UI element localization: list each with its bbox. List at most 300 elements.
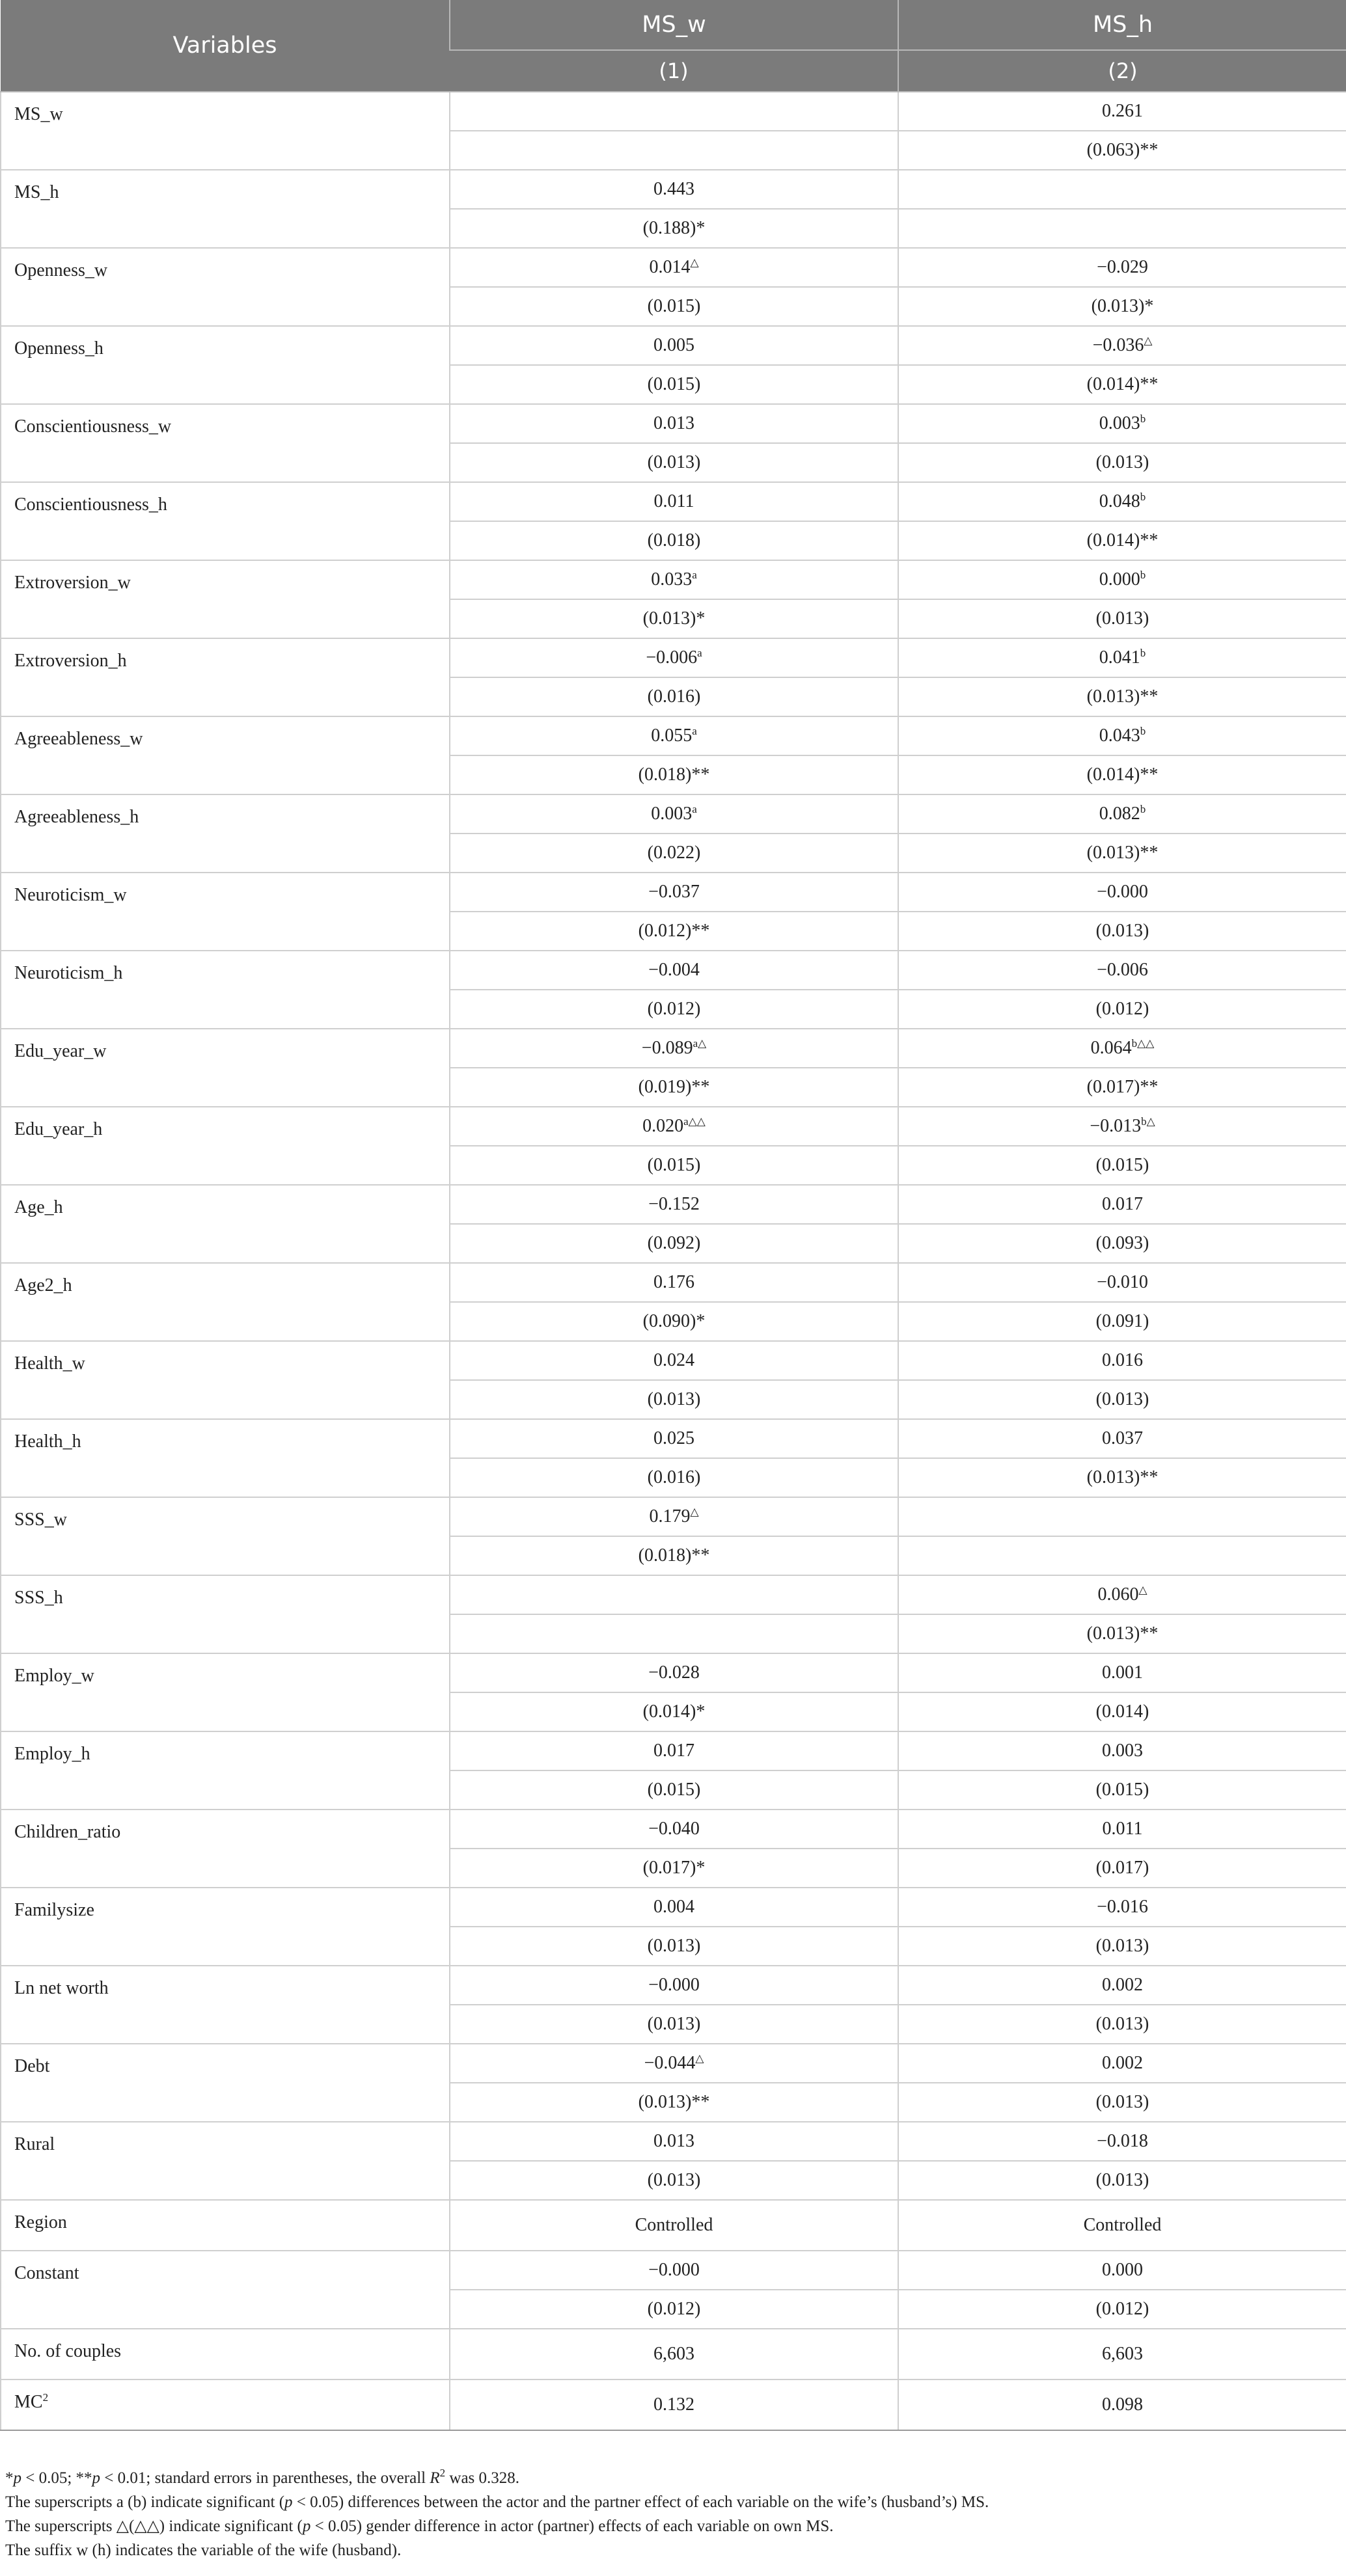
se-ms-h (898, 131, 1346, 170)
table-row (1, 1341, 1346, 1380)
variable-label: MS_h (1, 170, 450, 248)
coef-ms-w (450, 1731, 898, 1770)
se-ms-w-value: (0.018) (647, 530, 701, 550)
coef-ms-w-value: 0.014 (649, 257, 691, 277)
variable-label (1, 2379, 450, 2430)
variable-label: Openness_h (1, 326, 450, 404)
se-ms-w-value: (0.013)** (638, 2092, 710, 2112)
se-ms-w (450, 1849, 898, 1888)
coef-ms-h (898, 1185, 1346, 1224)
se-ms-h-value: (0.013) (1095, 608, 1149, 629)
coef-ms-h (898, 1263, 1346, 1302)
table-row (1, 951, 1346, 990)
se-ms-h-value: (0.093) (1095, 1233, 1149, 1253)
couples-ms-w-value: 6,603 (653, 2344, 694, 2364)
se-ms-h (898, 287, 1346, 326)
table-row (1, 1966, 1346, 2005)
se-ms-w (450, 2083, 898, 2122)
se-ms-h (898, 834, 1346, 873)
couples-ms-w (450, 2329, 898, 2379)
coef-ms-w-superscript: a (697, 647, 702, 659)
se-ms-w (450, 1380, 898, 1419)
table-row-constant (1, 2251, 1346, 2290)
table-row (1, 1263, 1346, 1302)
se-ms-h (898, 990, 1346, 1029)
coef-ms-w (450, 92, 898, 131)
se-ms-w-value: (0.015) (647, 374, 701, 394)
coef-ms-w (450, 1341, 898, 1380)
se-ms-w (450, 1458, 898, 1497)
se-ms-h-value: (0.017)** (1086, 1077, 1159, 1097)
coef-ms-h (898, 170, 1346, 209)
coef-ms-h-value: 0.041 (1099, 647, 1140, 668)
se-ms-w-value: (0.016) (647, 1467, 701, 1487)
coef-ms-h-superscript: △ (1144, 334, 1153, 347)
coef-ms-h-value: 0.037 (1102, 1428, 1143, 1448)
coef-ms-h-value: 0.002 (1102, 2053, 1143, 2073)
variable-label: Agreeableness_h (1, 794, 450, 873)
coef-ms-w (450, 170, 898, 209)
se-ms-w-value: (0.092) (647, 1233, 701, 1253)
se-ms-h-value: (0.013)** (1086, 686, 1159, 707)
se-ms-w (450, 287, 898, 326)
se-ms-w (450, 209, 898, 248)
variable-label: Rural (1, 2122, 450, 2200)
se-ms-w (450, 1770, 898, 1810)
se-ms-h-value: (0.013) (1095, 2170, 1149, 2190)
coef-ms-h-value: −0.006 (1097, 960, 1148, 980)
variable-label: Conscientiousness_h (1, 482, 450, 560)
table-row-couples (1, 2329, 1346, 2379)
coef-ms-h (898, 1497, 1346, 1536)
se-ms-w-value: (0.015) (647, 296, 701, 316)
se-ms-w-value: (0.018)** (638, 765, 710, 785)
coef-ms-w-value: −0.000 (648, 1975, 700, 1995)
se-ms-w (450, 521, 898, 560)
se-ms-h (898, 599, 1346, 638)
se-ms-h (898, 677, 1346, 716)
se-ms-w (450, 912, 898, 951)
se-ms-h-value: (0.013)** (1086, 1467, 1159, 1487)
se-ms-w (450, 1302, 898, 1341)
variable-label: Extroversion_h (1, 638, 450, 716)
constant-ms-h (898, 2251, 1346, 2290)
se-ms-h-value: (0.091) (1095, 1311, 1149, 1331)
se-ms-w (450, 990, 898, 1029)
coef-ms-w (450, 1888, 898, 1927)
couples-ms-h-value: 6,603 (1102, 2344, 1143, 2364)
coef-ms-h-superscript: b (1140, 491, 1146, 503)
se-ms-w-value: (0.019)** (638, 1077, 710, 1097)
coef-ms-h (898, 638, 1346, 677)
se-ms-h (898, 2161, 1346, 2200)
coef-ms-w-value: 0.025 (653, 1428, 694, 1448)
table-row (1, 404, 1346, 443)
coef-ms-w-value: 0.020 (642, 1116, 684, 1136)
se-ms-h (898, 1380, 1346, 1419)
coef-ms-w-superscript: a△ (693, 1037, 707, 1050)
coef-ms-w-value: −0.089 (641, 1038, 693, 1058)
mc2-ms-h-value: 0.098 (1102, 2394, 1143, 2415)
variable-label: Region (1, 2200, 450, 2251)
coef-ms-h (898, 2122, 1346, 2161)
coef-ms-w (450, 1185, 898, 1224)
se-ms-h-value: (0.013)** (1086, 843, 1159, 863)
note-significance: *p < 0.05; **p < 0.01; standard errors in parentheses, the overall $R^2$ was 0.328. (5, 2467, 520, 2487)
region-ms-w (450, 2200, 898, 2251)
se-ms-h (898, 443, 1346, 482)
coef-ms-h-superscript: b△ (1141, 1115, 1155, 1128)
table-row (1, 2044, 1346, 2083)
coef-ms-h-value: −0.000 (1097, 882, 1148, 902)
coef-ms-h-value: 0.082 (1099, 804, 1140, 824)
coef-ms-w-value: −0.006 (646, 647, 698, 668)
se-ms-h-value: (0.013)** (1086, 1623, 1159, 1644)
coef-ms-w-superscript: a (692, 803, 697, 815)
variable-label: Edu_year_h (1, 1107, 450, 1185)
coef-ms-h (898, 794, 1346, 834)
coef-ms-w-value: 0.017 (653, 1741, 694, 1761)
variable-label: Neuroticism_h (1, 951, 450, 1029)
se-ms-h-value: (0.013)* (1091, 296, 1154, 316)
se-ms-w-value: (0.022) (647, 843, 701, 863)
coef-ms-w (450, 1419, 898, 1458)
coef-ms-w-superscript: a△△ (683, 1115, 706, 1128)
coef-ms-h-value: 0.003 (1102, 1741, 1143, 1761)
region-ms-h-value: Controlled (1083, 2215, 1162, 2235)
coef-ms-h (898, 1107, 1346, 1146)
variable-label: Employ_w (1, 1653, 450, 1731)
coef-ms-h-value: 0.016 (1102, 1350, 1143, 1370)
coef-ms-h-value: −0.036 (1092, 335, 1144, 355)
coef-ms-h (898, 1341, 1346, 1380)
se-ms-w-value: (0.013) (647, 2014, 701, 2034)
table-row-region (1, 2200, 1346, 2251)
se-ms-h (898, 912, 1346, 951)
se-ms-h-value: (0.015) (1095, 1155, 1149, 1175)
coef-ms-h-value: 0.048 (1099, 491, 1140, 511)
coef-ms-h-value: −0.018 (1097, 2131, 1148, 2151)
se-ms-w (450, 443, 898, 482)
note-superscript-triangle: The superscripts △(△△) indicate significant (p < 0.05) gender difference in actor (partner) effects of each variable on own MS. (5, 2517, 834, 2535)
table-row (1, 716, 1346, 755)
table-row (1, 1107, 1346, 1146)
coef-ms-w (450, 638, 898, 677)
table-row (1, 638, 1346, 677)
coef-ms-w-value: −0.044 (644, 2053, 696, 2073)
coef-ms-h-value: 0.017 (1102, 1194, 1143, 1214)
coef-ms-w-superscript: △ (695, 2052, 704, 2065)
se-ms-h-value: (0.013) (1095, 2014, 1149, 2034)
constant-ms-h-value: 0.000 (1102, 2260, 1143, 2280)
table-row (1, 482, 1346, 521)
coef-ms-w (450, 1107, 898, 1146)
coef-ms-w (450, 2122, 898, 2161)
se-ms-w (450, 1068, 898, 1107)
se-ms-w-value: (0.090)* (642, 1311, 706, 1331)
se-ms-h (898, 1927, 1346, 1966)
coef-ms-h (898, 951, 1346, 990)
coef-ms-h-value: 0.043 (1099, 725, 1140, 746)
mc-label: MC (14, 2392, 43, 2412)
se-ms-w-value: (0.012)** (638, 921, 710, 941)
se-ms-w-value: (0.018)** (638, 1545, 710, 1566)
coef-ms-w (450, 1966, 898, 2005)
table-row (1, 1888, 1346, 1927)
se-ms-w (450, 599, 898, 638)
coef-ms-h (898, 1575, 1346, 1614)
header-row (1, 0, 1346, 50)
table-row-mc2 (1, 2379, 1346, 2430)
coef-ms-h (898, 482, 1346, 521)
se-ms-h (898, 1770, 1346, 1810)
variable-label: Openness_w (1, 248, 450, 326)
se-ms-h (898, 1302, 1346, 1341)
coef-ms-h (898, 873, 1346, 912)
variable-label: MS_w (1, 92, 450, 170)
coef-ms-w-value: 0.033 (651, 569, 693, 590)
coef-ms-w-superscript: a (692, 725, 697, 737)
table-header (1, 0, 1346, 92)
constant-se-ms-h-value: (0.012) (1095, 2299, 1149, 2319)
se-ms-w-value: (0.015) (647, 1780, 701, 1800)
se-ms-h (898, 1146, 1346, 1185)
table-row (1, 1653, 1346, 1692)
se-ms-h (898, 365, 1346, 404)
ms-w-header: MS_w (450, 0, 898, 50)
coef-ms-h-superscript: b (1140, 803, 1146, 815)
se-ms-w-value: (0.012) (647, 999, 701, 1019)
coef-ms-h-value: 0.060 (1097, 1584, 1139, 1605)
variable-label: Constant (1, 2251, 450, 2329)
variable-label: Neuroticism_w (1, 873, 450, 951)
coef-ms-w (450, 326, 898, 365)
coef-ms-h (898, 560, 1346, 599)
coef-ms-w-value: 0.011 (653, 491, 694, 511)
variable-label: Health_w (1, 1341, 450, 1419)
se-ms-h (898, 1536, 1346, 1575)
se-ms-w-value: (0.013) (647, 452, 701, 472)
se-ms-h (898, 521, 1346, 560)
se-ms-w (450, 677, 898, 716)
variable-label: Debt (1, 2044, 450, 2122)
coef-ms-h-value: 0.261 (1102, 101, 1143, 121)
table-row (1, 794, 1346, 834)
coef-ms-w-value: 0.013 (653, 413, 694, 433)
coef-ms-w-value: 0.179 (649, 1506, 691, 1526)
coef-ms-w-value: 0.055 (651, 725, 693, 746)
table-row (1, 92, 1346, 131)
coef-ms-h-superscript: b (1140, 647, 1146, 659)
coef-ms-w-value: 0.003 (651, 804, 693, 824)
se-ms-w-value: (0.013) (647, 1389, 701, 1409)
note-suffix: The suffix w (h) indicates the variable of the wife (husband). (5, 2542, 402, 2559)
se-ms-w (450, 1536, 898, 1575)
variable-label: Ln net worth (1, 1966, 450, 2044)
coef-ms-w-value: 0.024 (653, 1350, 694, 1370)
coef-ms-w-value: 0.176 (653, 1272, 694, 1292)
coef-ms-h-value: −0.010 (1097, 1272, 1148, 1292)
se-ms-w-value: (0.013) (647, 1936, 701, 1956)
table-body (1, 92, 1346, 2430)
coef-ms-h (898, 1888, 1346, 1927)
coef-ms-w (450, 404, 898, 443)
coef-ms-h (898, 248, 1346, 287)
se-ms-w (450, 365, 898, 404)
ms-h-header: MS_h (898, 0, 1346, 50)
mc2-ms-w (450, 2379, 898, 2430)
table-row (1, 1497, 1346, 1536)
variable-label: SSS_w (1, 1497, 450, 1575)
se-ms-w-value: (0.017)* (642, 1858, 706, 1878)
variables-header: Variables (1, 0, 450, 92)
se-ms-h (898, 2083, 1346, 2122)
table-row (1, 560, 1346, 599)
mc2-ms-w-value: 0.132 (653, 2394, 694, 2415)
coef-ms-h-value: 0.002 (1102, 1975, 1143, 1995)
se-ms-w (450, 1146, 898, 1185)
coef-ms-w-superscript: a (692, 569, 697, 581)
table-row (1, 248, 1346, 287)
column-number-1: (1) (450, 50, 898, 92)
region-ms-w-value: Controlled (635, 2215, 713, 2235)
se-ms-h-value: (0.012) (1095, 999, 1149, 1019)
coef-ms-w (450, 951, 898, 990)
coef-ms-h-superscript: △ (1138, 1584, 1147, 1596)
se-ms-h (898, 1068, 1346, 1107)
se-ms-h-value: (0.013) (1095, 452, 1149, 472)
table-row (1, 873, 1346, 912)
variable-label: Health_h (1, 1419, 450, 1497)
table-row (1, 1731, 1346, 1770)
coef-ms-w (450, 873, 898, 912)
coef-ms-w-superscript: △ (690, 1506, 699, 1518)
variable-label: Edu_year_w (1, 1029, 450, 1107)
se-ms-h (898, 209, 1346, 248)
coef-ms-h (898, 1810, 1346, 1849)
table-row (1, 2122, 1346, 2161)
coef-ms-w-value: 0.013 (653, 2131, 694, 2151)
coef-ms-h (898, 1419, 1346, 1458)
coef-ms-h-superscript: b (1140, 413, 1146, 425)
coef-ms-h-value: −0.013 (1090, 1116, 1142, 1136)
constant-se-ms-h (898, 2290, 1346, 2329)
constant-se-ms-w-value: (0.012) (647, 2299, 701, 2319)
coef-ms-h (898, 1029, 1346, 1068)
coef-ms-h (898, 1731, 1346, 1770)
se-ms-h-value: (0.014)** (1086, 765, 1159, 785)
coef-ms-h-value: 0.011 (1102, 1819, 1143, 1839)
table-row (1, 170, 1346, 209)
constant-se-ms-w (450, 2290, 898, 2329)
coef-ms-h-superscript: b△△ (1131, 1037, 1155, 1050)
se-ms-h-value: (0.017) (1095, 1858, 1149, 1878)
variable-label: Employ_h (1, 1731, 450, 1810)
coef-ms-h-superscript: b (1140, 569, 1146, 581)
constant-ms-w-value: −0.000 (648, 2260, 700, 2280)
se-ms-w (450, 755, 898, 794)
se-ms-h-value: (0.013) (1095, 1936, 1149, 1956)
coef-ms-h-value: −0.016 (1097, 1897, 1148, 1917)
couples-ms-h (898, 2329, 1346, 2379)
se-ms-w-value: (0.015) (647, 1155, 701, 1175)
coef-ms-w-value: 0.443 (653, 179, 694, 199)
table-row (1, 1575, 1346, 1614)
mc2-ms-h (898, 2379, 1346, 2430)
se-ms-h (898, 1224, 1346, 1263)
se-ms-h (898, 1458, 1346, 1497)
se-ms-h-value: (0.013) (1095, 1389, 1149, 1409)
se-ms-w (450, 1614, 898, 1653)
region-ms-h (898, 2200, 1346, 2251)
coef-ms-w-value: −0.152 (648, 1194, 700, 1214)
coef-ms-w-superscript: △ (690, 256, 699, 269)
se-ms-w (450, 2161, 898, 2200)
coef-ms-w (450, 482, 898, 521)
table-row (1, 1810, 1346, 1849)
coef-ms-w-value: −0.040 (648, 1819, 700, 1839)
mc-label-superscript: 2 (42, 2391, 49, 2404)
coef-ms-h (898, 92, 1346, 131)
coef-ms-h (898, 326, 1346, 365)
coef-ms-h-value: 0.064 (1090, 1038, 1132, 1058)
variable-label: Children_ratio (1, 1810, 450, 1888)
se-ms-h (898, 755, 1346, 794)
variable-label: Age2_h (1, 1263, 450, 1341)
table-row (1, 1419, 1346, 1458)
se-ms-h-value: (0.014)** (1086, 530, 1159, 550)
se-ms-h-value: (0.063)** (1086, 140, 1159, 160)
variable-label: Agreeableness_w (1, 716, 450, 794)
se-ms-w (450, 834, 898, 873)
se-ms-w-value: (0.188)* (642, 218, 706, 238)
se-ms-h (898, 1614, 1346, 1653)
se-ms-h-value: (0.014) (1095, 1702, 1149, 1722)
se-ms-w (450, 1224, 898, 1263)
se-ms-h (898, 1849, 1346, 1888)
se-ms-w-value: (0.013)* (642, 608, 706, 629)
column-number-2: (2) (898, 50, 1346, 92)
se-ms-h-value: (0.013) (1095, 2092, 1149, 2112)
variable-label: Extroversion_w (1, 560, 450, 638)
coef-ms-w-value: 0.005 (653, 335, 694, 355)
coef-ms-w-value: −0.004 (648, 960, 700, 980)
coef-ms-w (450, 794, 898, 834)
coef-ms-w (450, 1497, 898, 1536)
se-ms-w (450, 2005, 898, 2044)
variable-label: No. of couples (1, 2329, 450, 2379)
table-row (1, 1185, 1346, 1224)
se-ms-w-value: (0.014)* (642, 1702, 706, 1722)
coef-ms-w (450, 1263, 898, 1302)
coef-ms-w (450, 560, 898, 599)
coef-ms-h (898, 2044, 1346, 2083)
coef-ms-h (898, 716, 1346, 755)
coef-ms-h (898, 1653, 1346, 1692)
coef-ms-w-value: −0.028 (648, 1662, 700, 1683)
coef-ms-w-value: 0.004 (653, 1897, 694, 1917)
coef-ms-h-value: 0.003 (1099, 413, 1140, 433)
constant-ms-w (450, 2251, 898, 2290)
coef-ms-h-superscript: b (1140, 725, 1146, 737)
variable-label: Conscientiousness_w (1, 404, 450, 482)
coef-ms-w (450, 248, 898, 287)
coef-ms-h (898, 404, 1346, 443)
se-ms-h-value: (0.014)** (1086, 374, 1159, 394)
table-row (1, 1029, 1346, 1068)
coef-ms-w (450, 716, 898, 755)
coef-ms-w (450, 1575, 898, 1614)
